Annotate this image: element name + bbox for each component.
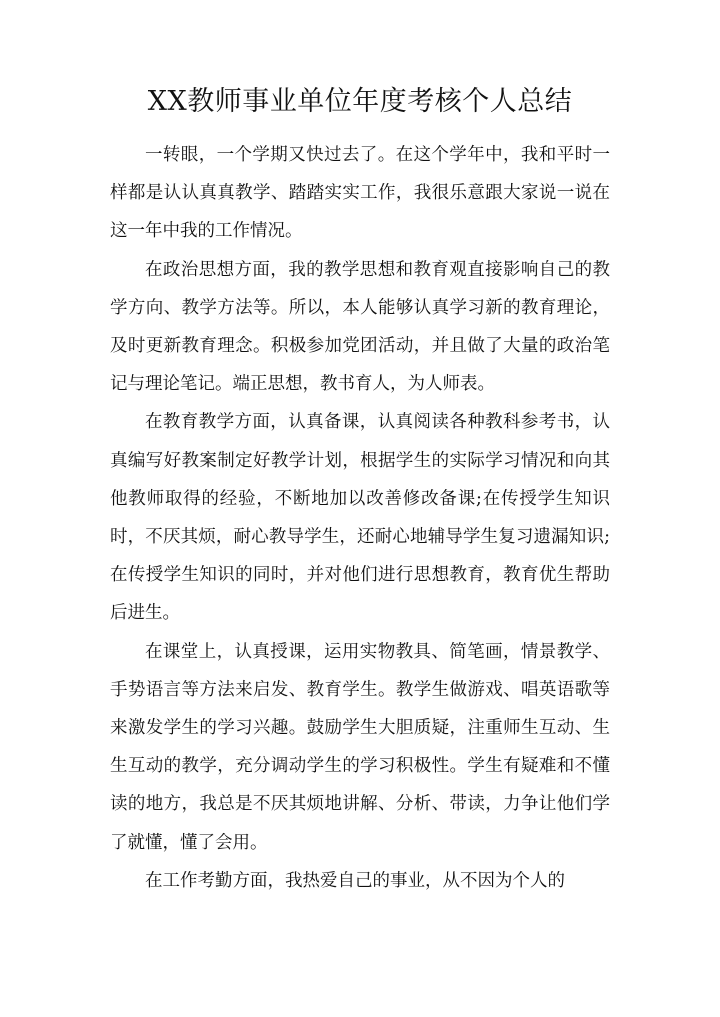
- paragraph-intro: 一转眼，一个学期又快过去了。在这个学年中，我和平时一样都是认认真真教学、踏踏实实工作，我很乐意跟大家说一说在这一年中我的工作情况。: [110, 145, 610, 242]
- paragraph-attendance: 在工作考勤方面，我热爱自己的事业，从不因为个人的: [145, 870, 565, 891]
- paragraph-political-thought: 在政治思想方面，我的教学思想和教育观直接影响自己的教学方向、教学方法等。所以，本人能够认真学习新的教育理论，及时更新教育理念。积极参加党团活动，并且做了大量的政治笔记与理论笔记。端正思想，教书育人，为人师表。: [110, 259, 610, 395]
- paragraph-teaching: 在教育教学方面，认真备课，认真阅读各种教科参考书，认真编写好教案制定好教学计划，根据学生的实际学习情况和向其他教师取得的经验，不断地加以改善修改备课;在传授学生知识时，不厌其烦，耐心教导学生，还耐心地辅导学生复习遗漏知识;在传授学生知识的同时，并对他们进行思想教育，教育优生帮助后进生。: [110, 412, 610, 624]
- paragraph-classroom: 在课堂上，认真授课，运用实物教具、简笔画，情景教学、手势语言等方法来启发、教育学生。教学生做游戏、唱英语歌等来激发学生的学习兴趣。鼓励学生大胆质疑，注重师生互动、生生互动的教学，充分调动学生的学习积极性。学生有疑难和不懂读的地方，我总是不厌其烦地讲解、分析、带读，力争让他们学了就懂，懂了会用。: [110, 641, 610, 853]
- document-body: [110, 136, 610, 900]
- document-title: XX教师事业单位年度考核个人总结: [147, 86, 573, 117]
